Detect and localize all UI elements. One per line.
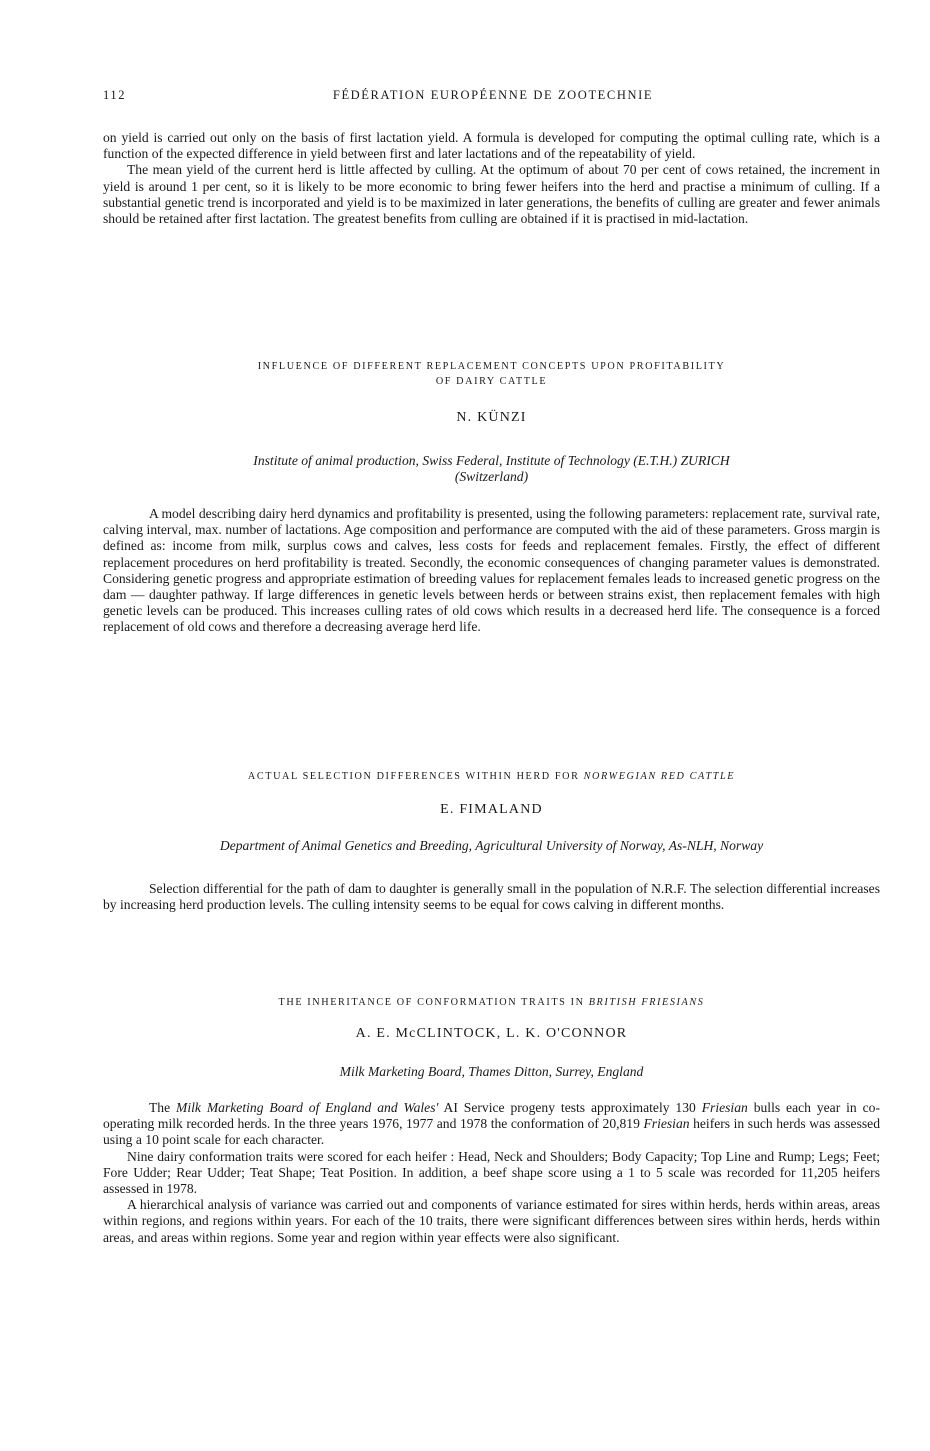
abstract-2-paragraph: Selection differential for the path of dam to daughter is generally small in the population of N.R.F. The selection differential increases by increasing herd production levels. The culling intensity seems to be equal for cows calving in different months. [103, 881, 880, 913]
page-number: 112 [103, 88, 127, 102]
abstract-1-title [103, 359, 880, 389]
abstract-1-paragraph: A model describing dairy herd dynamics and profitability is presented, using the following parameters: replacement rate, survival rate, calving interval, max. number of lactations. Age composition and performance are computed with the aid of these parameters. Gross margin is defined as: income from milk, surplus cows and calves, less costs for feeds and replacement females. Firstly, the effect of different replacement procedures on herd profitability is treated. Secondly, the economic consequences of changing parameter values is demonstrated. Considering genetic progress and appropriate estimation of breeding values for replacement females leads to increased genetic progress on the dam — daughter pathway. If large differences in genetic levels between herds or between strains exist, then replacement females with high genetic levels can be produced. This increases culling rates of old cows which results in a decreased herd life. The consequence is a forced replacement of old cows and therefore a decreasing average herd life. [103, 506, 880, 635]
abstract-3-body [103, 1100, 880, 1246]
abstract-3-p1-italic-friesian-2: Friesian [643, 1116, 690, 1132]
abstract-3-paragraph-2: Nine dairy conformation traits were scored for each heifer : Head, Neck and Shoulders; Body Capacity; Top Line and Rump; Legs; Feet; Fore Udder; Rear Udder; Teat Shape; Teat Position. In addition, a beef shape score using a 1 to 5 scale was recorded for 11,205 heifers assessed in 1978. [103, 1148, 880, 1197]
abstract-2-affiliation: Department of Animal Genetics and Breeding, Agricultural University of Norway, As-NLH, Norway [219, 838, 764, 853]
abstract-1-title-line-2: OF DAIRY CATTLE [435, 376, 548, 387]
abstract-3-paragraph-1 [103, 1100, 880, 1149]
abstract-3-title-text: THE INHERITANCE OF CONFORMATION TRAITS IN [278, 997, 589, 1008]
abstract-2-title-text: ACTUAL SELECTION DIFFERENCES WITHIN HERD FOR [247, 771, 584, 782]
running-head [103, 88, 883, 108]
abstract-3-author: A. E. McCLINTOCK, L. K. O'CONNOR [355, 1026, 628, 1041]
abstract-3-p1-italic-board: Milk Marketing Board of England and Wales' [176, 1100, 439, 1115]
carryover-text [103, 130, 880, 227]
abstract-1-body [103, 506, 880, 636]
abstract-1-title-line-1: INFLUENCE OF DIFFERENT REPLACEMENT CONCEPTS UPON PROFITABILITY [257, 361, 726, 372]
abstract-3-title [103, 995, 880, 1010]
abstract-2-body [103, 881, 880, 913]
abstract-3-p1-text-e: bulls each year in co-operating milk recorded herds. In the three years 1976, 1977 and 1978 the conformation of 20,819 [103, 1100, 880, 1132]
abstract-2-title-italic: NORWEGIAN RED CATTLE [583, 771, 736, 782]
abstract-3-affiliation: Milk Marketing Board, Thames Ditton, Surrey, England [339, 1064, 644, 1079]
abstract-3-paragraph-3: A hierarchical analysis of variance was carried out and components of variance estimated for sires within herds, herds within areas, areas within regions, and regions within years. For each of the 10 traits, there were significant differences between sires within herds, herds within areas, and areas within regions. Some year and region within year effects were also significant. [103, 1197, 880, 1245]
abstract-1-author: N. KÜNZI [456, 410, 527, 425]
abstract-1-affiliation [103, 453, 880, 485]
abstract-3-p1-italic-friesian-1: Friesian [701, 1100, 748, 1115]
abstract-3-p1-text-g: heifers in such herds was assessed using a 10 point scale for each character. [103, 1116, 881, 1148]
abstract-2-author: E. FIMALAND [440, 802, 543, 817]
abstract-2-title [103, 769, 880, 784]
carryover-paragraph-2: The mean yield of the current herd is little affected by culling. At the optimum of about 70 per cent of cows retained, the increment in yield is around 1 per cent, so it is likely to be more economic to bring fewer heifers into the herd and practise a minimum of culling. If a substantial genetic trend is incorporated and yield is to be maximized in later generations, the benefits of culling are greater and fewer animals should be retained after first lactation. The greatest benefits from culling are obtained if it is practised in mid-lactation. [103, 162, 880, 227]
abstract-1-affiliation-line-2: (Switzerland) [454, 469, 529, 485]
carryover-paragraph-1: on yield is carried out only on the basis of first lactation yield. A formula is developed for computing the optimal culling rate, which is a function of the expected difference in yield between first and later lactations and of the repeatability of yield. [103, 130, 880, 162]
abstract-1-affiliation-line-1: Institute of animal production, Swiss Federal, Institute of Technology (E.T.H.) ZURICH [253, 453, 730, 468]
journal-title: FÉDÉRATION EUROPÉENNE DE ZOOTECHNIE [332, 88, 654, 102]
abstract-3-title-italic: BRITISH FRIESIANS [588, 997, 705, 1008]
abstract-3-p1-text-c: AI Service progeny tests approximately 130 [438, 1100, 702, 1115]
abstract-3-p1-text-a: The [149, 1100, 177, 1115]
